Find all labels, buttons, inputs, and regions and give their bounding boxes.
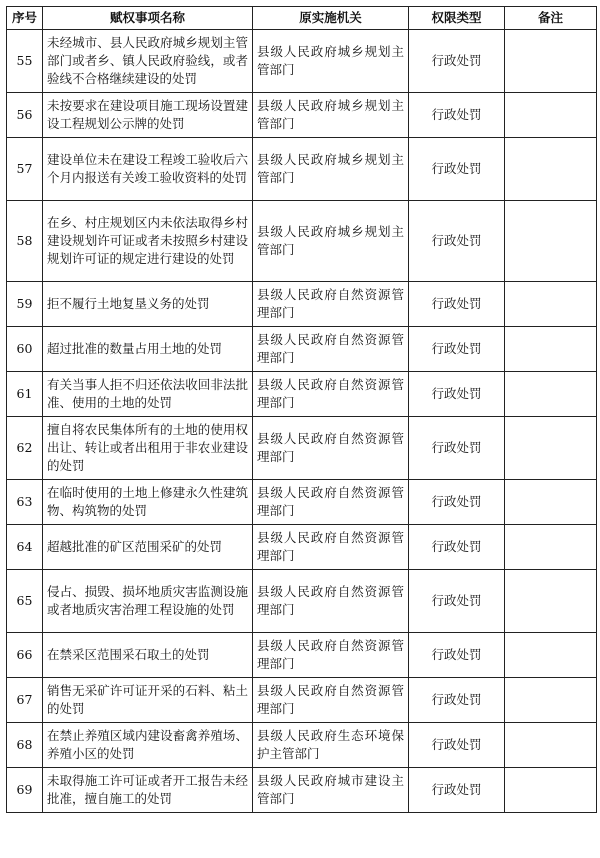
row-number: 62 <box>7 417 43 480</box>
row-note <box>505 201 597 282</box>
row-item-name: 建设单位未在建设工程竣工验收后六个月内报送有关竣工验收资料的处罚 <box>43 138 253 201</box>
row-item-name: 未取得施工许可证或者开工报告未经批准，擅自施工的处罚 <box>43 768 253 813</box>
row-number: 55 <box>7 30 43 93</box>
row-authority-type: 行政处罚 <box>409 768 505 813</box>
row-number: 59 <box>7 282 43 327</box>
row-note <box>505 768 597 813</box>
authority-table <box>6 6 597 813</box>
table-row <box>7 327 597 372</box>
row-number: 66 <box>7 633 43 678</box>
row-department: 县级人民政府自然资源管理部门 <box>253 327 409 372</box>
row-department: 县级人民政府自然资源管理部门 <box>253 525 409 570</box>
row-item-name: 在临时使用的土地上修建永久性建筑物、构筑物的处罚 <box>43 480 253 525</box>
header-no: 序号 <box>7 7 43 30</box>
row-item-name: 超越批准的矿区范围采矿的处罚 <box>43 525 253 570</box>
row-number: 58 <box>7 201 43 282</box>
row-note <box>505 525 597 570</box>
header-dept: 原实施机关 <box>253 7 409 30</box>
row-department: 县级人民政府自然资源管理部门 <box>253 480 409 525</box>
row-item-name: 拒不履行土地复垦义务的处罚 <box>43 282 253 327</box>
row-note <box>505 480 597 525</box>
row-authority-type: 行政处罚 <box>409 93 505 138</box>
row-department: 县级人民政府生态环境保护主管部门 <box>253 723 409 768</box>
table-row <box>7 417 597 480</box>
table-row <box>7 633 597 678</box>
row-department: 县级人民政府自然资源管理部门 <box>253 282 409 327</box>
row-authority-type: 行政处罚 <box>409 570 505 633</box>
row-authority-type: 行政处罚 <box>409 327 505 372</box>
row-department: 县级人民政府自然资源管理部门 <box>253 633 409 678</box>
row-item-name: 超过批准的数量占用土地的处罚 <box>43 327 253 372</box>
table-row <box>7 138 597 201</box>
row-authority-type: 行政处罚 <box>409 282 505 327</box>
row-item-name: 在禁止养殖区域内建设畜禽养殖场、养殖小区的处罚 <box>43 723 253 768</box>
row-authority-type: 行政处罚 <box>409 417 505 480</box>
row-item-name: 销售无采矿许可证开采的石料、粘土的处罚 <box>43 678 253 723</box>
row-item-name: 在乡、村庄规划区内未依法取得乡村建设规划许可证或者未按照乡村建设规划许可证的规定进行建设的处罚 <box>43 201 253 282</box>
row-department: 县级人民政府城乡规划主管部门 <box>253 30 409 93</box>
table-row <box>7 678 597 723</box>
table-row <box>7 768 597 813</box>
row-number: 57 <box>7 138 43 201</box>
row-item-name: 擅自将农民集体所有的土地的使用权出让、转让或者出租用于非农业建设的处罚 <box>43 417 253 480</box>
row-department: 县级人民政府自然资源管理部门 <box>253 678 409 723</box>
table-row <box>7 723 597 768</box>
table-row <box>7 201 597 282</box>
table-row <box>7 372 597 417</box>
row-authority-type: 行政处罚 <box>409 525 505 570</box>
row-department: 县级人民政府自然资源管理部门 <box>253 570 409 633</box>
row-department: 县级人民政府城乡规划主管部门 <box>253 138 409 201</box>
row-department: 县级人民政府城乡规划主管部门 <box>253 201 409 282</box>
table-row <box>7 525 597 570</box>
row-note <box>505 30 597 93</box>
row-number: 60 <box>7 327 43 372</box>
row-note <box>505 372 597 417</box>
row-number: 56 <box>7 93 43 138</box>
table-row <box>7 480 597 525</box>
row-note <box>505 282 597 327</box>
row-number: 68 <box>7 723 43 768</box>
row-number: 63 <box>7 480 43 525</box>
row-note <box>505 678 597 723</box>
row-authority-type: 行政处罚 <box>409 372 505 417</box>
row-authority-type: 行政处罚 <box>409 723 505 768</box>
row-department: 县级人民政府城市建设主管部门 <box>253 768 409 813</box>
row-number: 64 <box>7 525 43 570</box>
row-item-name: 未经城市、县人民政府城乡规划主管部门或者乡、镇人民政府验线，或者验线不合格继续建设的处罚 <box>43 30 253 93</box>
row-authority-type: 行政处罚 <box>409 201 505 282</box>
header-type: 权限类型 <box>409 7 505 30</box>
row-department: 县级人民政府自然资源管理部门 <box>253 417 409 480</box>
document-page <box>6 6 596 813</box>
row-note <box>505 138 597 201</box>
row-item-name: 有关当事人拒不归还依法收回非法批准、使用的土地的处罚 <box>43 372 253 417</box>
row-item-name: 在禁采区范围采石取土的处罚 <box>43 633 253 678</box>
row-authority-type: 行政处罚 <box>409 633 505 678</box>
row-note <box>505 417 597 480</box>
row-note <box>505 633 597 678</box>
table-row <box>7 93 597 138</box>
row-note <box>505 723 597 768</box>
row-item-name: 未按要求在建设项目施工现场设置建设工程规划公示牌的处罚 <box>43 93 253 138</box>
row-number: 65 <box>7 570 43 633</box>
row-number: 69 <box>7 768 43 813</box>
row-department: 县级人民政府自然资源管理部门 <box>253 372 409 417</box>
row-authority-type: 行政处罚 <box>409 480 505 525</box>
table-row <box>7 30 597 93</box>
table-header-row <box>7 7 597 30</box>
header-item: 赋权事项名称 <box>43 7 253 30</box>
row-authority-type: 行政处罚 <box>409 678 505 723</box>
row-note <box>505 93 597 138</box>
row-note <box>505 327 597 372</box>
table-row <box>7 282 597 327</box>
row-item-name: 侵占、损毁、损坏地质灾害监测设施或者地质灾害治理工程设施的处罚 <box>43 570 253 633</box>
row-number: 61 <box>7 372 43 417</box>
header-note: 备注 <box>505 7 597 30</box>
table-row <box>7 570 597 633</box>
row-number: 67 <box>7 678 43 723</box>
row-department: 县级人民政府城乡规划主管部门 <box>253 93 409 138</box>
row-authority-type: 行政处罚 <box>409 138 505 201</box>
row-authority-type: 行政处罚 <box>409 30 505 93</box>
row-note <box>505 570 597 633</box>
